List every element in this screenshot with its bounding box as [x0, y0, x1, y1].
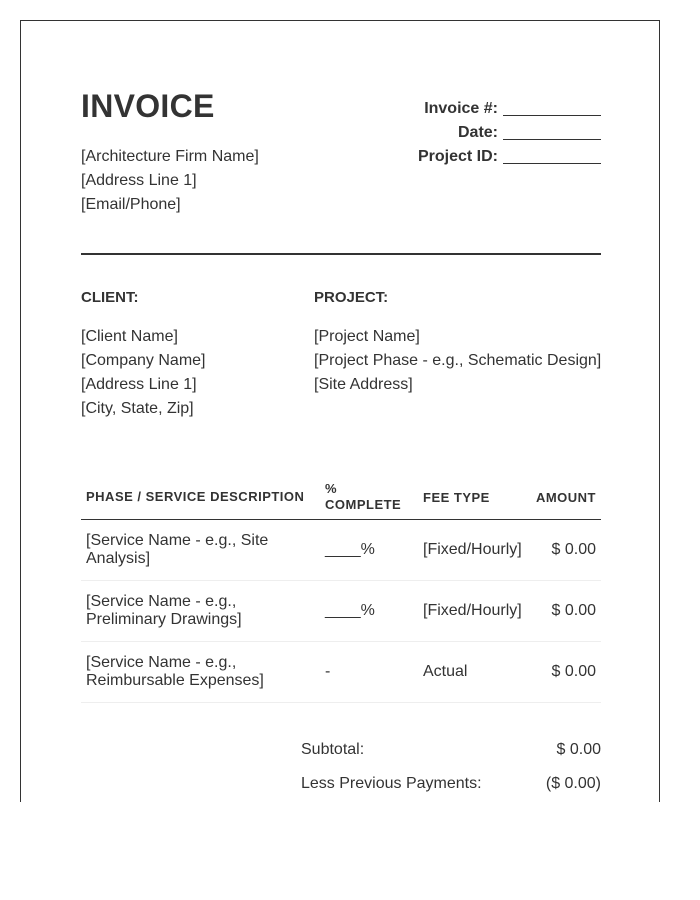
row-amount: $ 0.00	[551, 541, 596, 558]
table-header	[81, 475, 601, 520]
header-description: PHASE / SERVICE DESCRIPTION	[86, 489, 305, 504]
services-table	[81, 475, 601, 703]
firm-name: [Architecture Firm Name]	[81, 148, 259, 165]
firm-info	[81, 145, 259, 217]
invoice-meta	[418, 97, 601, 169]
table-row	[81, 642, 601, 703]
previous-payments-label: Less Previous Payments:	[301, 775, 482, 792]
previous-payments-value: ($ 0.00)	[545, 775, 601, 792]
client-heading: CLIENT:	[81, 289, 139, 306]
client-name: [Client Name]	[81, 328, 178, 345]
project-site: [Site Address]	[314, 376, 413, 393]
invoice-number-row	[418, 97, 601, 121]
row-description-line1: [Service Name - e.g., Site	[86, 532, 269, 549]
firm-address: [Address Line 1]	[81, 172, 197, 189]
invoice-title: INVOICE	[81, 88, 215, 124]
row-description-line2: Reimbursable Expenses]	[86, 672, 264, 689]
row-amount: $ 0.00	[551, 663, 596, 680]
row-description	[81, 654, 320, 690]
subtotal-label: Subtotal:	[301, 741, 365, 758]
date-label: Date:	[457, 124, 498, 141]
client-details	[81, 325, 206, 421]
project-heading: PROJECT:	[314, 289, 389, 306]
header-complete-line1: %	[325, 481, 338, 496]
client-company: [Company Name]	[81, 352, 206, 369]
project-name: [Project Name]	[314, 328, 420, 345]
row-complete: ____%	[325, 541, 375, 558]
row-complete: ____%	[325, 602, 375, 619]
client-address: [Address Line 1]	[81, 376, 197, 393]
header-complete	[320, 481, 419, 513]
client-city: [City, State, Zip]	[81, 400, 194, 417]
row-description-line1: [Service Name - e.g.,	[86, 654, 237, 671]
invoice-number-label: Invoice #:	[424, 100, 498, 117]
invoice-sheet	[20, 20, 660, 802]
header-divider	[81, 253, 601, 255]
subtotal-value: $ 0.00	[556, 741, 601, 758]
row-amount: $ 0.00	[551, 602, 596, 619]
row-description	[81, 593, 320, 629]
subtotal-row	[301, 733, 601, 767]
project-id-label: Project ID:	[417, 148, 498, 165]
project-details	[314, 325, 601, 397]
project-phase: [Project Phase - e.g., Schematic Design]	[314, 352, 602, 369]
row-fee-type: [Fixed/Hourly]	[423, 602, 522, 619]
firm-contact: [Email/Phone]	[81, 196, 181, 213]
previous-payments-row	[301, 767, 601, 801]
row-description-line2: Preliminary Drawings]	[86, 611, 242, 628]
row-description-line2: Analysis]	[86, 550, 151, 567]
header-amount: AMOUNT	[535, 489, 596, 505]
totals	[301, 733, 601, 801]
table-row	[81, 520, 601, 581]
table-row	[81, 581, 601, 642]
row-fee-type: Actual	[423, 663, 468, 680]
row-description-line1: [Service Name - e.g.,	[86, 593, 237, 610]
date-field[interactable]	[503, 138, 601, 140]
row-fee-type: [Fixed/Hourly]	[423, 541, 522, 558]
project-id-row	[418, 145, 601, 169]
row-description	[81, 532, 320, 568]
invoice-number-field[interactable]	[503, 114, 601, 116]
project-id-field[interactable]	[503, 162, 601, 164]
header-fee-type: FEE TYPE	[423, 489, 490, 505]
header-complete-line2: COMPLETE	[325, 497, 402, 512]
row-complete: -	[325, 663, 331, 680]
date-row	[418, 121, 601, 145]
